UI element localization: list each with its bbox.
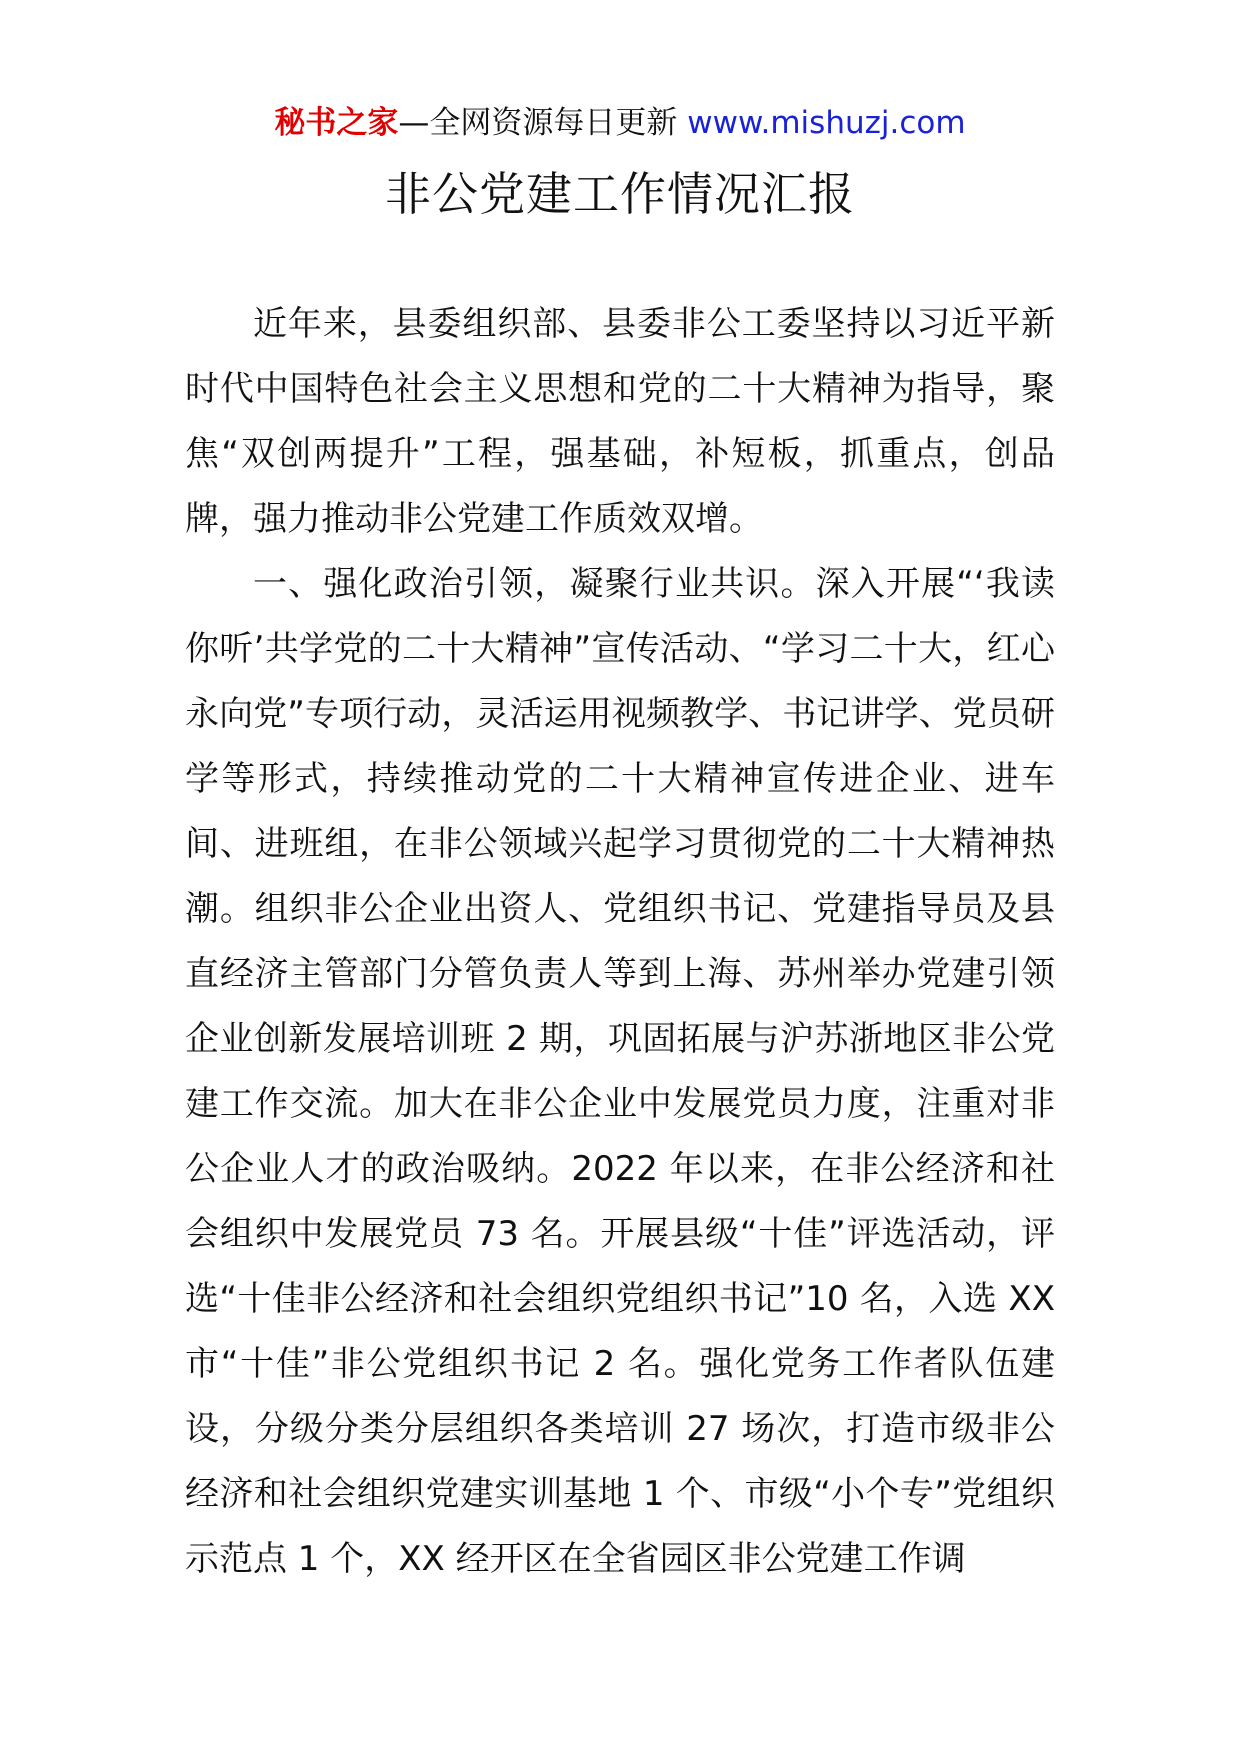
document-title: 非公党建工作情况汇报 (385, 167, 855, 221)
paragraph-intro: 近年来，县委组织部、县委非公工委坚持以习近平新时代中国特色社会主义思想和党的二十大精神为指导，聚焦“双创两提升”工程，强基础，补短板，抓重点，创品牌，强力推动非公党建工作质效双增。 (185, 304, 1055, 539)
document-body (185, 292, 1055, 1592)
site-url-link[interactable]: www.mishuzj.com (687, 105, 966, 141)
site-header (0, 100, 1240, 146)
site-tagline: —全网资源每日更新 (398, 105, 688, 141)
site-brand: 秘书之家 (274, 105, 399, 141)
paragraph-section-one: 一、强化政治引领，凝聚行业共识。深入开展“‘我读你听’共学党的二十大精神”宣传活动、“学习二十大，红心永向党”专项行动，灵活运用视频教学、书记讲学、党员研学等形式，持续推动党的二十大精神宣传进企业、进车间、进班组，在非公领域兴起学习贯彻党的二十大精神热潮。组织非公企业出资人、党组织书记、党建指导员及县直经济主管部门分管负责人等到上海、苏州举办党建引领企业创新发展培训班 2 期，巩固拓展与沪苏浙地区非公党建工作交流。加大在非公企业中发展党员力度，注重对非公企业人才的政治吸纳。2022 年以来，在非公经济和社会组织中发展党员 73 名。开展县级“十佳”评选活动，评选“十佳非公经济和社会组织党组织书记”10 名，入选 XX 市“十佳”非公党组织书记 2 名。强化党务工作者队伍建设，分级分类分层组织各类培训 27 场次，打造市级非公经济和社会组织党建实训基地 1 个、市级“小个专”党组织示范点 1 个，XX 经开区在全省园区非公党建工作调 (185, 564, 1055, 1579)
